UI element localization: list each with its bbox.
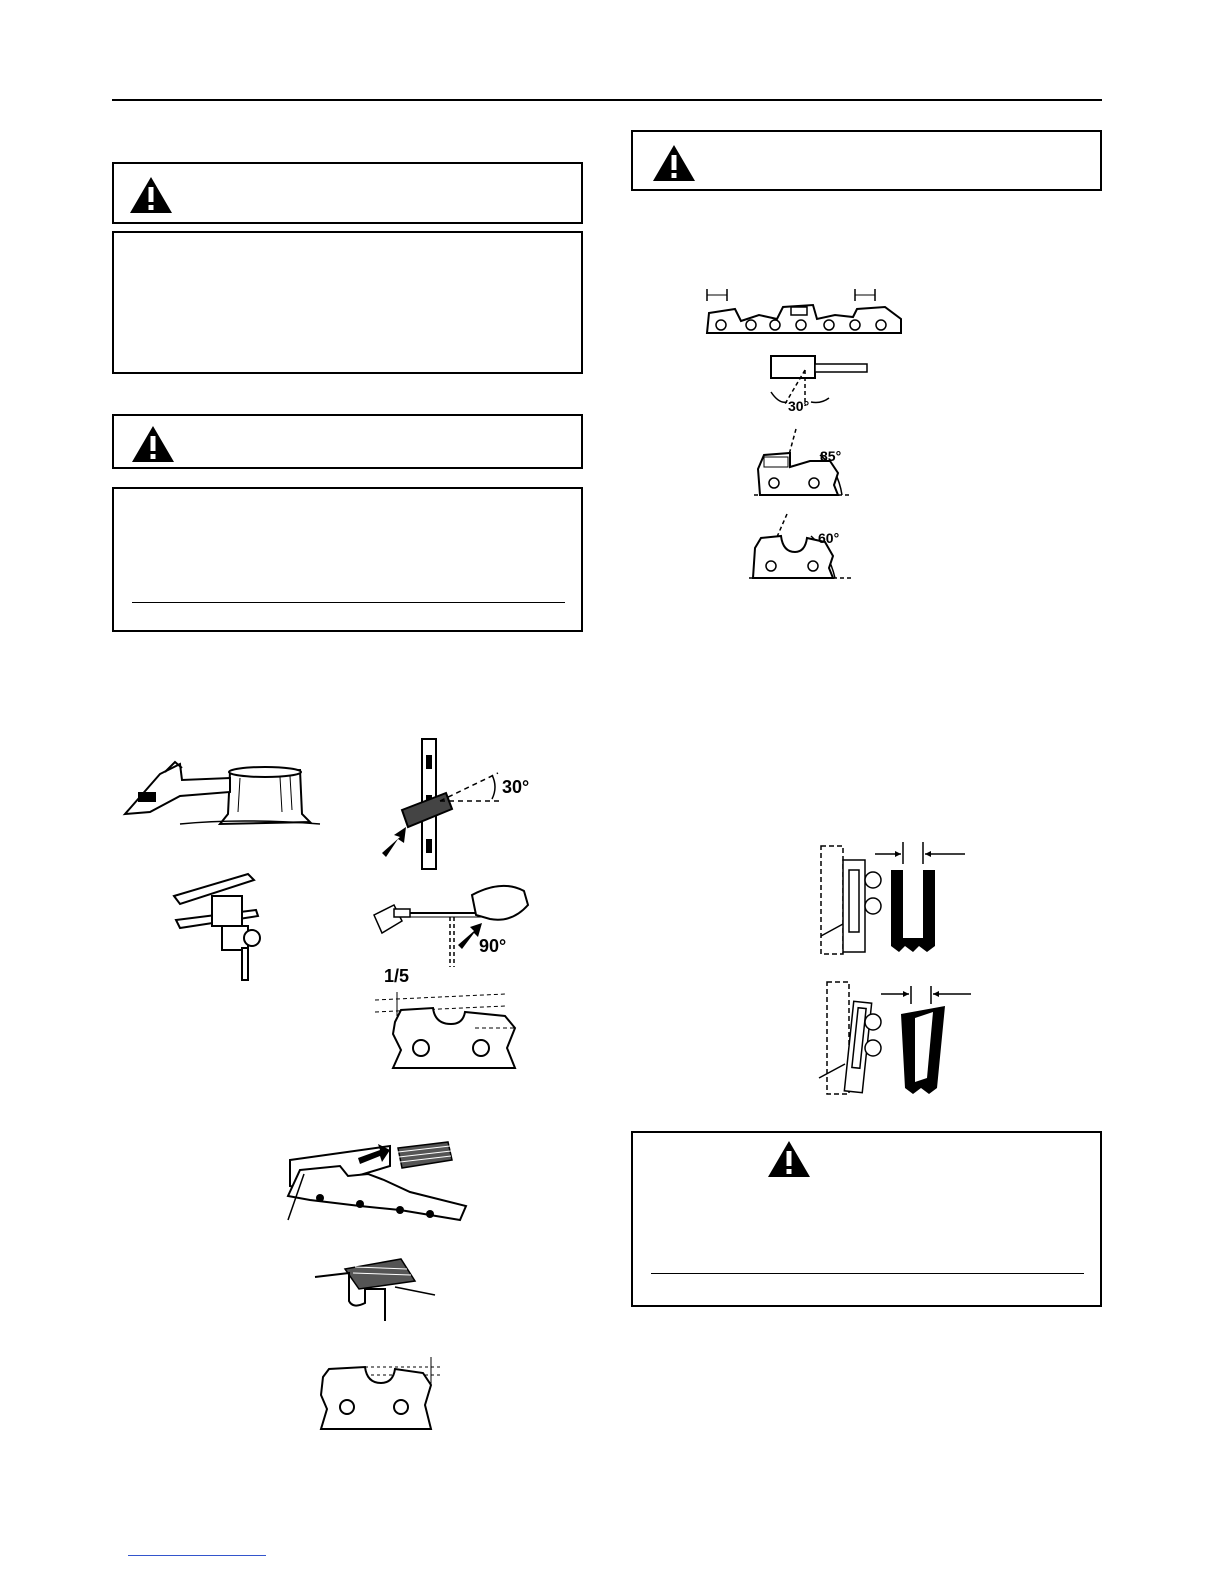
box-underline (132, 602, 565, 603)
box-underline (651, 1273, 1084, 1274)
depth-gauge-closeup-illustration (315, 1255, 440, 1325)
warning-triangle-icon (766, 1139, 812, 1179)
filing-90-illustration (372, 875, 532, 970)
warning-box-3 (631, 130, 1102, 191)
footer-link[interactable] (128, 1555, 266, 1556)
top-plate-60-label: 60° (818, 530, 840, 546)
chainsaw-stump-illustration (120, 752, 335, 832)
cutter-tooth-fifth-illustration (375, 988, 525, 1073)
file-holder-top-30-illustration (765, 352, 875, 414)
chain-side-angle-label: 30° (788, 398, 810, 414)
header-rule (112, 99, 1102, 101)
warning-body-box-2 (112, 487, 583, 632)
warning-box-4 (631, 1131, 1102, 1307)
depth-gauge-file-illustration (280, 1140, 470, 1240)
saw-chain-strip-illustration (705, 285, 905, 337)
warning-body-box-1 (112, 231, 583, 374)
tooth-depth-gauge-illustration (315, 1355, 445, 1435)
tooth-60-illustration (745, 512, 855, 584)
warning-triangle-icon (130, 424, 176, 464)
file-angle-30-illustration (380, 735, 540, 875)
file-height-fraction-label: 1/5 (384, 966, 410, 986)
file-vertical-angle-label: 90° (479, 936, 507, 956)
warning-triangle-icon (128, 175, 174, 215)
top-plate-85-label: 85° (820, 448, 842, 464)
bar-groove-worn-illustration (815, 978, 975, 1098)
warning-box-2 (112, 414, 583, 469)
warning-box-1 (112, 162, 583, 224)
bar-in-vise-illustration (170, 868, 275, 983)
warning-triangle-icon (651, 143, 697, 183)
bar-groove-straight-illustration (815, 840, 970, 958)
file-hold-angle-label: 30° (502, 777, 530, 797)
